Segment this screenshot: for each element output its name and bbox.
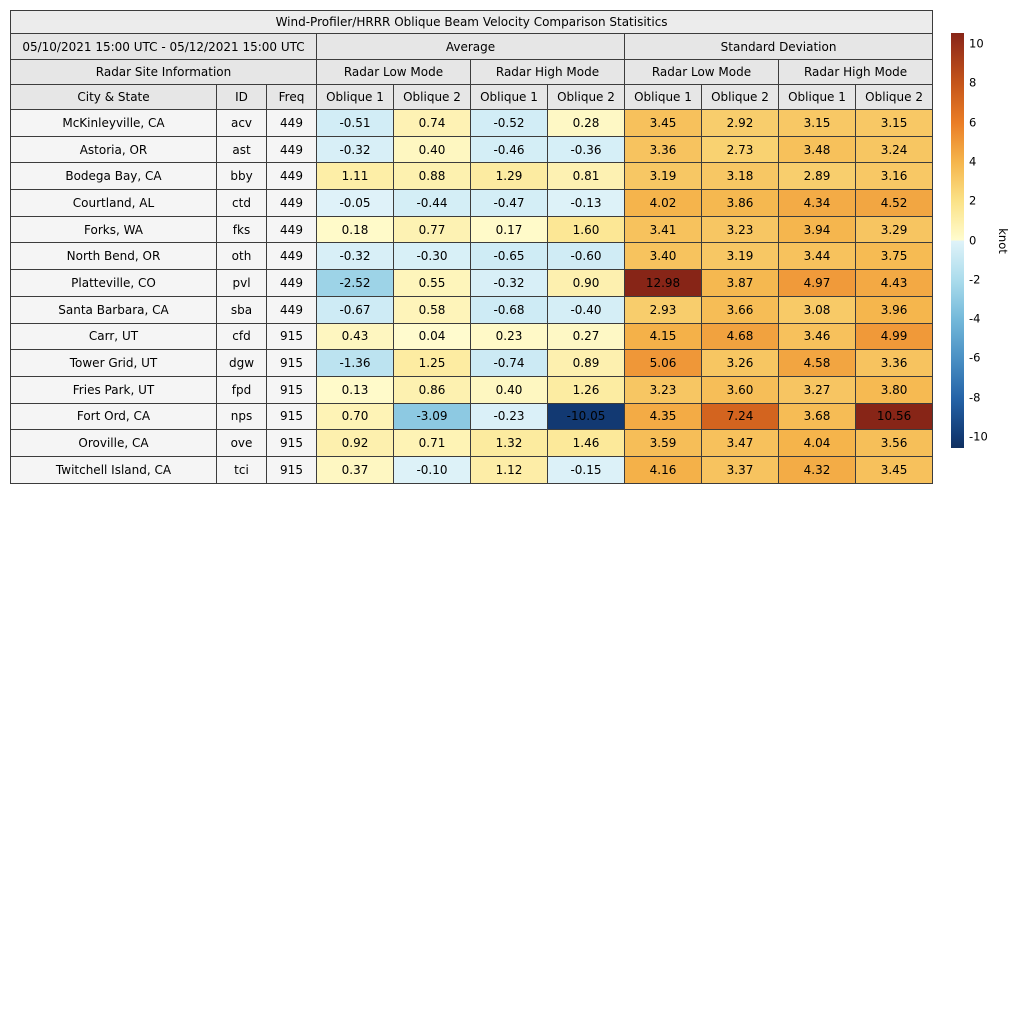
freq-cell: 915: [267, 323, 317, 350]
colorbar-tick-label: -8: [969, 389, 981, 404]
group-header-std: Standard Deviation: [625, 34, 933, 60]
value-cell: 3.19: [625, 163, 702, 190]
value-cell: 0.37: [317, 456, 394, 483]
value-cell: -0.32: [471, 270, 548, 297]
value-cell: -0.36: [548, 136, 625, 163]
value-cell: 3.59: [625, 430, 702, 457]
mode-header-high-avg: Radar High Mode: [471, 60, 625, 85]
table-row: [11, 190, 933, 217]
value-cell: 1.60: [548, 216, 625, 243]
site-id-cell: oth: [217, 243, 267, 270]
value-cell: 3.86: [702, 190, 779, 217]
colorbar-tick-label: -2: [969, 272, 981, 287]
value-cell: 3.44: [779, 243, 856, 270]
figure-title: Wind-Profiler/HRRR Oblique Beam Velocity Comparison Statisitics: [11, 11, 933, 34]
col-header-city: City & State: [11, 85, 217, 110]
value-cell: 1.11: [317, 163, 394, 190]
freq-cell: 449: [267, 110, 317, 137]
value-cell: 5.06: [625, 350, 702, 377]
freq-cell: 449: [267, 163, 317, 190]
value-cell: 4.99: [856, 323, 933, 350]
colorbar-tick-label: -4: [969, 311, 981, 326]
freq-cell: 449: [267, 216, 317, 243]
city-state-cell: Twitchell Island, CA: [11, 456, 217, 483]
value-cell: -0.23: [471, 403, 548, 430]
value-cell: 1.26: [548, 376, 625, 403]
site-id-cell: pvl: [217, 270, 267, 297]
value-cell: 4.15: [625, 323, 702, 350]
value-cell: 0.88: [394, 163, 471, 190]
mode-header-low-avg: Radar Low Mode: [317, 60, 471, 85]
col-header-id: ID: [217, 85, 267, 110]
value-cell: 4.32: [779, 456, 856, 483]
value-cell: -0.67: [317, 296, 394, 323]
column-header-row: [11, 85, 933, 110]
table-row: [11, 136, 933, 163]
value-cell: 4.16: [625, 456, 702, 483]
colorbar-tick-label: 2: [969, 193, 977, 208]
value-cell: -0.60: [548, 243, 625, 270]
statistics-table: [10, 10, 933, 484]
value-cell: 0.40: [471, 376, 548, 403]
value-cell: 3.18: [702, 163, 779, 190]
value-cell: -0.74: [471, 350, 548, 377]
value-cell: 3.45: [625, 110, 702, 137]
value-cell: -0.51: [317, 110, 394, 137]
col-header-oblique1: Oblique 1: [625, 85, 702, 110]
table-row: [11, 110, 933, 137]
value-cell: 0.43: [317, 323, 394, 350]
value-cell: 3.48: [779, 136, 856, 163]
value-cell: 0.13: [317, 376, 394, 403]
colorbar-tick-label: 4: [969, 154, 977, 169]
freq-cell: 915: [267, 376, 317, 403]
value-cell: 0.58: [394, 296, 471, 323]
value-cell: 2.73: [702, 136, 779, 163]
value-cell: 0.89: [548, 350, 625, 377]
value-cell: 3.15: [856, 110, 933, 137]
value-cell: 0.28: [548, 110, 625, 137]
table-row: [11, 456, 933, 483]
value-cell: 3.27: [779, 376, 856, 403]
value-cell: 1.29: [471, 163, 548, 190]
value-cell: 4.02: [625, 190, 702, 217]
col-header-oblique2: Oblique 2: [548, 85, 625, 110]
site-id-cell: bby: [217, 163, 267, 190]
value-cell: 0.74: [394, 110, 471, 137]
value-cell: 2.93: [625, 296, 702, 323]
group-header-row: [11, 34, 933, 60]
date-range: 05/10/2021 15:00 UTC - 05/12/2021 15:00 UTC: [11, 34, 317, 60]
value-cell: 3.47: [702, 430, 779, 457]
site-id-cell: ove: [217, 430, 267, 457]
col-header-oblique2: Oblique 2: [702, 85, 779, 110]
colorbar-tick-label: -6: [969, 350, 981, 365]
freq-cell: 449: [267, 190, 317, 217]
value-cell: 4.43: [856, 270, 933, 297]
value-cell: -0.32: [317, 243, 394, 270]
value-cell: 3.46: [779, 323, 856, 350]
site-id-cell: fks: [217, 216, 267, 243]
value-cell: 3.26: [702, 350, 779, 377]
value-cell: 10.56: [856, 403, 933, 430]
city-state-cell: North Bend, OR: [11, 243, 217, 270]
value-cell: 12.98: [625, 270, 702, 297]
colorbar-tick-label: -10: [969, 429, 988, 444]
city-state-cell: Platteville, CO: [11, 270, 217, 297]
table-row: [11, 430, 933, 457]
value-cell: 0.55: [394, 270, 471, 297]
value-cell: 4.34: [779, 190, 856, 217]
colorbar: [951, 33, 964, 448]
col-header-oblique2: Oblique 2: [394, 85, 471, 110]
value-cell: -0.46: [471, 136, 548, 163]
col-header-freq: Freq: [267, 85, 317, 110]
value-cell: -0.32: [317, 136, 394, 163]
site-id-cell: ast: [217, 136, 267, 163]
value-cell: 1.25: [394, 350, 471, 377]
city-state-cell: Bodega Bay, CA: [11, 163, 217, 190]
freq-cell: 915: [267, 350, 317, 377]
city-state-cell: Oroville, CA: [11, 430, 217, 457]
city-state-cell: Tower Grid, UT: [11, 350, 217, 377]
value-cell: 3.80: [856, 376, 933, 403]
value-cell: -10.05: [548, 403, 625, 430]
value-cell: 1.32: [471, 430, 548, 457]
table-row: [11, 163, 933, 190]
value-cell: 3.23: [625, 376, 702, 403]
value-cell: 4.68: [702, 323, 779, 350]
value-cell: 3.56: [856, 430, 933, 457]
value-cell: 0.04: [394, 323, 471, 350]
value-cell: 4.52: [856, 190, 933, 217]
col-header-oblique1: Oblique 1: [471, 85, 548, 110]
value-cell: 3.24: [856, 136, 933, 163]
mode-header-row: [11, 60, 933, 85]
table-row: [11, 350, 933, 377]
city-state-cell: McKinleyville, CA: [11, 110, 217, 137]
mode-header-low-std: Radar Low Mode: [625, 60, 779, 85]
value-cell: 3.41: [625, 216, 702, 243]
site-id-cell: ctd: [217, 190, 267, 217]
city-state-cell: Astoria, OR: [11, 136, 217, 163]
value-cell: 2.92: [702, 110, 779, 137]
value-cell: 3.75: [856, 243, 933, 270]
value-cell: -0.52: [471, 110, 548, 137]
value-cell: 3.15: [779, 110, 856, 137]
table-body: [11, 11, 933, 484]
value-cell: 3.94: [779, 216, 856, 243]
title-row: [11, 11, 933, 34]
value-cell: -0.65: [471, 243, 548, 270]
value-cell: 2.89: [779, 163, 856, 190]
colorbar-unit-label: knot: [996, 228, 1010, 254]
value-cell: 3.29: [856, 216, 933, 243]
site-id-cell: acv: [217, 110, 267, 137]
site-id-cell: cfd: [217, 323, 267, 350]
value-cell: 4.58: [779, 350, 856, 377]
freq-cell: 915: [267, 403, 317, 430]
value-cell: 3.16: [856, 163, 933, 190]
colorbar-tick-label: 6: [969, 114, 977, 129]
value-cell: 3.08: [779, 296, 856, 323]
site-id-cell: tci: [217, 456, 267, 483]
value-cell: -0.68: [471, 296, 548, 323]
value-cell: 4.35: [625, 403, 702, 430]
value-cell: -0.44: [394, 190, 471, 217]
freq-cell: 915: [267, 430, 317, 457]
freq-cell: 449: [267, 296, 317, 323]
value-cell: 0.17: [471, 216, 548, 243]
value-cell: 0.23: [471, 323, 548, 350]
value-cell: 3.68: [779, 403, 856, 430]
value-cell: -1.36: [317, 350, 394, 377]
group-header-average: Average: [317, 34, 625, 60]
value-cell: -0.15: [548, 456, 625, 483]
value-cell: 3.60: [702, 376, 779, 403]
value-cell: 0.86: [394, 376, 471, 403]
site-id-cell: nps: [217, 403, 267, 430]
col-header-oblique2: Oblique 2: [856, 85, 933, 110]
site-id-cell: fpd: [217, 376, 267, 403]
value-cell: -0.10: [394, 456, 471, 483]
value-cell: 3.37: [702, 456, 779, 483]
city-state-cell: Fries Park, UT: [11, 376, 217, 403]
value-cell: -3.09: [394, 403, 471, 430]
city-state-cell: Forks, WA: [11, 216, 217, 243]
col-header-oblique1: Oblique 1: [779, 85, 856, 110]
value-cell: 0.70: [317, 403, 394, 430]
value-cell: -0.13: [548, 190, 625, 217]
value-cell: 3.45: [856, 456, 933, 483]
value-cell: 0.92: [317, 430, 394, 457]
value-cell: 0.27: [548, 323, 625, 350]
value-cell: -2.52: [317, 270, 394, 297]
freq-cell: 449: [267, 136, 317, 163]
value-cell: 7.24: [702, 403, 779, 430]
value-cell: 3.96: [856, 296, 933, 323]
value-cell: 0.77: [394, 216, 471, 243]
value-cell: -0.47: [471, 190, 548, 217]
table-row: [11, 323, 933, 350]
value-cell: 1.12: [471, 456, 548, 483]
table-row: [11, 296, 933, 323]
table-row: [11, 243, 933, 270]
value-cell: -0.30: [394, 243, 471, 270]
city-state-cell: Fort Ord, CA: [11, 403, 217, 430]
colorbar-tick-label: 0: [969, 232, 977, 247]
value-cell: 0.90: [548, 270, 625, 297]
colorbar-tick-label: 8: [969, 75, 977, 90]
value-cell: 3.40: [625, 243, 702, 270]
freq-cell: 449: [267, 270, 317, 297]
city-state-cell: Courtland, AL: [11, 190, 217, 217]
value-cell: 3.19: [702, 243, 779, 270]
site-info-header: Radar Site Information: [11, 60, 317, 85]
value-cell: 3.36: [625, 136, 702, 163]
value-cell: -0.40: [548, 296, 625, 323]
mode-header-high-std: Radar High Mode: [779, 60, 933, 85]
col-header-oblique1: Oblique 1: [317, 85, 394, 110]
value-cell: 3.23: [702, 216, 779, 243]
site-id-cell: dgw: [217, 350, 267, 377]
value-cell: 3.66: [702, 296, 779, 323]
value-cell: 1.46: [548, 430, 625, 457]
value-cell: -0.05: [317, 190, 394, 217]
value-cell: 0.81: [548, 163, 625, 190]
city-state-cell: Carr, UT: [11, 323, 217, 350]
value-cell: 4.04: [779, 430, 856, 457]
value-cell: 0.40: [394, 136, 471, 163]
value-cell: 3.36: [856, 350, 933, 377]
freq-cell: 915: [267, 456, 317, 483]
freq-cell: 449: [267, 243, 317, 270]
city-state-cell: Santa Barbara, CA: [11, 296, 217, 323]
table-row: [11, 270, 933, 297]
value-cell: 0.71: [394, 430, 471, 457]
table-row: [11, 376, 933, 403]
value-cell: 4.97: [779, 270, 856, 297]
site-id-cell: sba: [217, 296, 267, 323]
value-cell: 3.87: [702, 270, 779, 297]
value-cell: 0.18: [317, 216, 394, 243]
colorbar-tick-label: 10: [969, 36, 984, 51]
table-row: [11, 216, 933, 243]
table-row: [11, 403, 933, 430]
